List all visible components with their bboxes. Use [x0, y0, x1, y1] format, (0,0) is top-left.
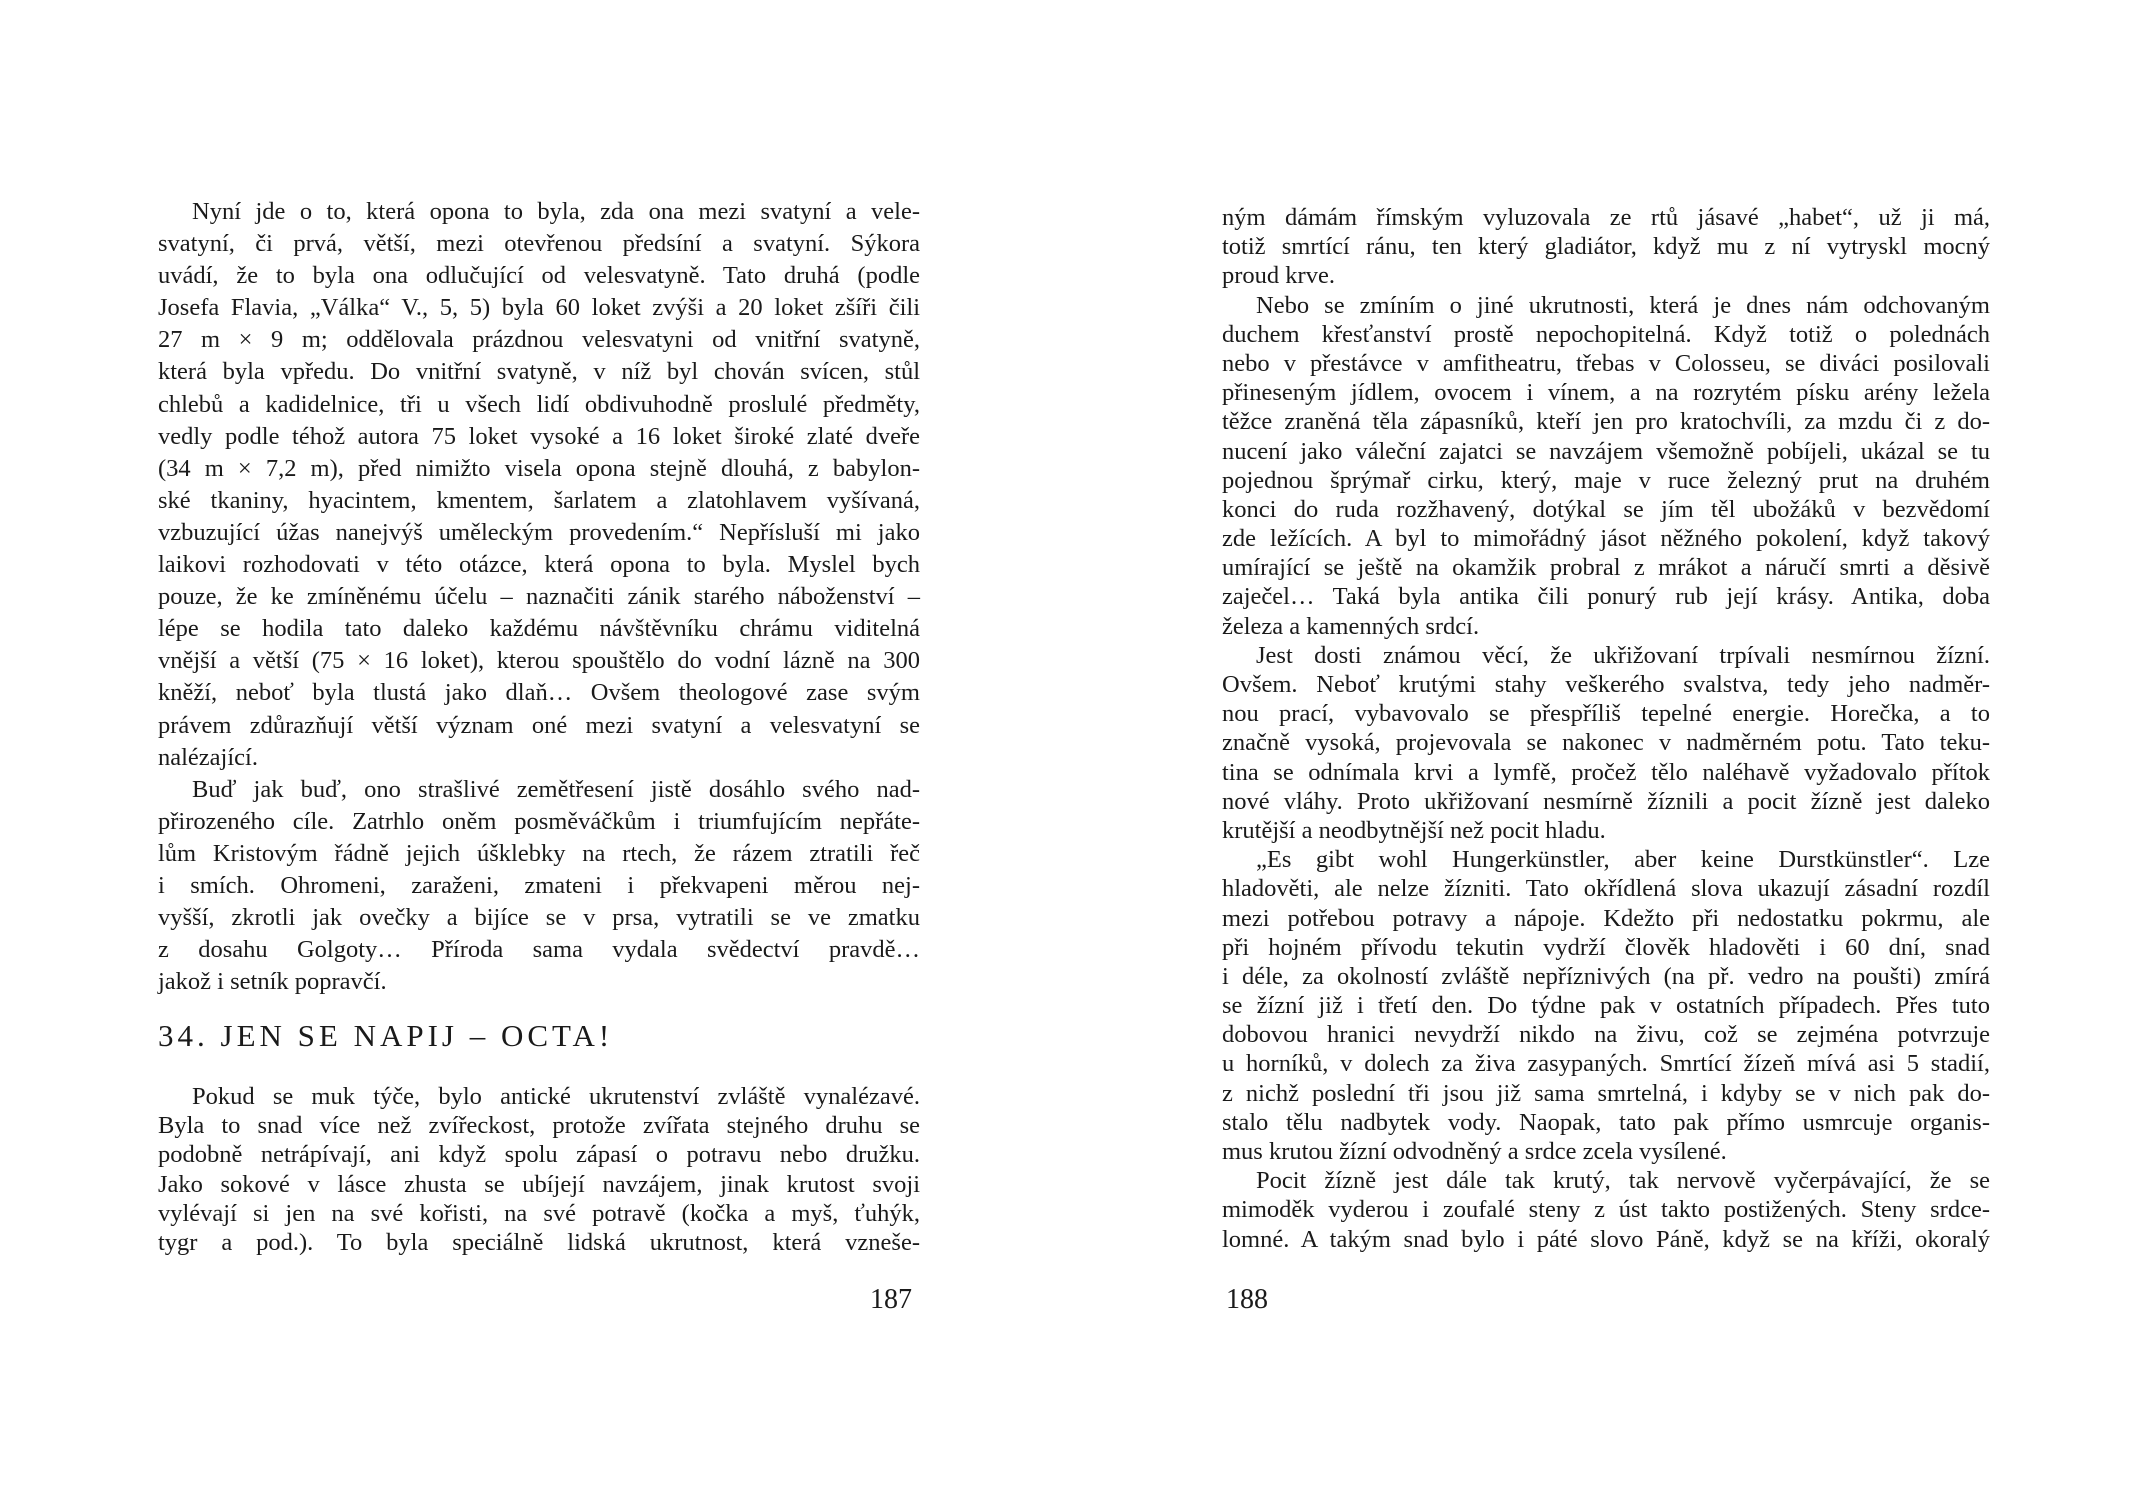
text-line: duchem křesťanství prostě nepochopitelná. Když totiž o polednách [1222, 320, 1990, 348]
paragraph [1222, 1166, 1990, 1254]
text-line: 27 m × 9 m; oddělovala prázdnou velesvatyni od vnitřní svatyně, [158, 326, 920, 354]
text-line: při hojném přívodu tekutin vydrží člověk hladověti i 60 dní, snad [1222, 933, 1990, 961]
text-line: nalézající. [158, 743, 258, 771]
text-line: z nichž poslední tři jsou již sama smrtelná, i kdyby se v nich pak do- [1222, 1079, 1990, 1107]
text-line: Buď jak buď, ono strašlivé zemětřesení jistě dosáhlo svého nad- [192, 775, 920, 803]
text-line: mezi potřebou potravy a nápoje. Kdežto při nedostatku pokrmu, ale [1222, 904, 1990, 932]
text-line: proud krve. [1222, 262, 1335, 290]
text-line: ské tkaniny, hyacintem, kmentem, šarlatem a zlatohlavem vyšívaná, [158, 486, 920, 514]
text-line: Nyní jde o to, která opona to byla, zda ona mezi svatyní a vele- [192, 198, 920, 225]
text-line: lépe se hodila tato daleko každému návštěvníku chrámu viditelná [158, 615, 920, 643]
text-line: právem zdůrazňují větší význam oné mezi svatyní a velesvatyní se [158, 711, 920, 739]
text-line: nebo v přestávce v amfitheatru, třebas v Colosseu, se diváci posilovali [1222, 349, 1990, 377]
text-line: tina se odnímala krvi a lymfě, pročež tělo naléhavě vyžadovalo přítok [1222, 758, 1990, 786]
text-line: jakož i setník popravčí. [158, 968, 387, 996]
text-line: krutější a neodbytnější než pocit hladu. [1222, 816, 1606, 844]
text-line: svatyní, či prvá, větší, mezi otevřenou předsíní a svatyní. Sýkora [158, 230, 920, 258]
text-line: značně vysoká, projevovala se nakonec v nadměrném potu. Tato teku- [1222, 729, 1990, 757]
text-line: nucení jako váleční zajatci se navzájem všemožně pobíjeli, ukázal se tu [1222, 437, 1990, 465]
paragraph [158, 1082, 920, 1257]
text-line: i déle, za okolností zvláště nepříznivých (na př. vedro na poušti) zmírá [1222, 962, 1990, 990]
text-line: Pocit žízně jest dále tak krutý, tak nervově vyčerpávající, že se [1256, 1167, 1990, 1195]
text-line: i smích. Ohromeni, zaraženi, zmateni i překvapeni měrou nej- [158, 871, 920, 899]
text-line: lům Kristovým řádně jejich úšklebky na rtech, že rázem ztratili řeč [158, 839, 920, 867]
text-line: Nebo se zmíním o jiné ukrutnosti, která je dnes nám odchovaným [1256, 291, 1990, 319]
text-line: mus krutou žízní odvodněný a srdce zcela vysílené. [1222, 1138, 1727, 1165]
text-line: kněží, neboť byla tlustá jako dlaň… Ovšem theologové zase svým [158, 679, 920, 707]
text-line: vylévají si jen na své kořisti, na své potravě (kočka a myš, ťuhýk, [158, 1199, 920, 1227]
text-line: nou prací, vybavovalo se přespříliš tepelné energie. Horečka, a to [1222, 700, 1990, 728]
page-number-right: 188 [1226, 1284, 1268, 1315]
paragraph [1222, 845, 1990, 1166]
text-line: ným dámám římským vyluzovala ze rtů jásavé „habet“, už ji má, [1222, 204, 1990, 231]
text-line: Josefa Flavia, „Válka“ V., 5, 5) byla 60 loket zvýši a 20 loket zšíři čili [158, 294, 920, 322]
paragraph [158, 774, 920, 999]
text-line: laikovi rozhodovati v této otázce, která opona to byla. Myslel bych [158, 551, 920, 579]
text-line: vedly podle téhož autora 75 loket vysoké a 16 loket široké zlaté dveře [158, 422, 920, 450]
text-line: nové vláhy. Proto ukřižovaní nesmírně žíznili a pocit žízně jest daleko [1222, 787, 1990, 815]
text-line: pouze, že ke zmíněnému účelu – naznačiti zánik starého náboženství – [158, 583, 920, 611]
text-line: hladověti, ale nelze žízniti. Tato okřídlená slova ukazují zásadní rozdíl [1222, 875, 1990, 903]
text-line: přineseným jídlem, ovocem i vínem, a na rozrytém písku arény ležela [1222, 379, 1990, 407]
right-page-text [1222, 203, 1990, 1254]
text-line: lomné. A takým snad bylo i páté slovo Páně, když se na kříži, okoralý [1222, 1225, 1990, 1253]
text-line: uvádí, že to byla ona odlučující od velesvatyně. Tato druhá (podle [158, 262, 920, 290]
chapter-heading: 34. JEN SE NAPIJ – OCTA! [158, 1018, 614, 1053]
paragraph [1222, 203, 1990, 291]
text-line: „Es gibt wohl Hungerkünstler, aber keine Durstkünstler“. Lze [1256, 846, 1990, 874]
text-line: která byla vpředu. Do vnitřní svatyně, v níž byl chován svícen, stůl [158, 358, 920, 386]
text-line: podobně netrápívají, ani když spolu zápasí o potravu nebo družku. [158, 1141, 920, 1169]
text-line: přirozeného cíle. Zatrhlo oněm posměváčkům i triumfujícím nepřáte- [158, 807, 920, 835]
paragraph [1222, 641, 1990, 845]
text-line: stalo tělu nadbytek vody. Naopak, tato pak přímo usmrcuje organis- [1222, 1108, 1990, 1136]
page-number-left: 187 [870, 1284, 912, 1315]
text-line: u horníků, v dolech za živa zasypaných. Smrtící žízeň mívá asi 5 stadií, [1222, 1050, 1990, 1078]
text-line: železa a kamenných srdcí. [1222, 612, 1480, 640]
text-line: chlebů a kadidelnice, tři u všech lidí obdivuhodně proslulé předměty, [158, 390, 920, 418]
text-line: z dosahu Golgoty… Příroda sama vydala svědectví pravdě… [158, 936, 920, 964]
text-line: vyšší, zkrotli jak ovečky a bijíce se v prsa, vytratili se ve zmatku [158, 904, 920, 932]
text-line: zde ležících. A byl to mimořádný jásot něžného pokolení, když takový [1222, 525, 1990, 553]
left-page-text-top [158, 196, 920, 998]
text-line: totiž smrtící ránu, ten který gladiátor, když mu z ní vytryskl mocný [1222, 233, 1990, 261]
text-line: (34 m × 7,2 m), před nimižto visela opona stejně dlouhá, z babylon- [158, 454, 920, 482]
text-line: mimoděk vyderou i zoufalé steny z úst takto postižených. Steny srdce- [1222, 1196, 1990, 1224]
paragraph [1222, 291, 1990, 641]
text-line: vnější a větší (75 × 16 loket), kterou spouštělo do vodní lázně na 300 [158, 647, 920, 675]
left-page-text-bottom [158, 1082, 920, 1257]
text-line: konci do ruda rozžhavený, dotýkal se jím těl ubožáků v bezvědomí [1222, 495, 1990, 523]
text-line: dobovou hranici nevydrží nikdo na živu, což se zejména potvrzuje [1222, 1021, 1990, 1049]
text-line: tygr a pod.). To byla speciálně lidská ukrutnost, která vzneše- [158, 1228, 920, 1256]
text-line: těžce zraněná těla zápasníků, kteří jen pro kratochvíli, za mzdu či z do- [1222, 408, 1990, 436]
text-line: vzbuzující úžas nanejvýš uměleckým provedením.“ Nepřísluší mi jako [158, 518, 920, 546]
text-line: Jest dosti známou věcí, že ukřižovaní trpívali nesmírnou žízní. [1256, 641, 1990, 669]
paragraph [158, 196, 920, 774]
text-line: Jako sokové v lásce zhusta se ubíjejí navzájem, jinak krutost svoji [158, 1170, 920, 1198]
text-line: umírající se ještě na okamžik probral z mrákot a náručí smrti a děsivě [1222, 554, 1990, 582]
text-line: zaječel… Taká byla antika čili ponurý rub její krásy. Antika, doba [1222, 583, 1990, 611]
text-line: Byla to snad více než zvířeckost, protože zvířata stejného druhu se [158, 1112, 920, 1140]
text-line: pojednou šprýmař cirku, který, maje v ruce železný prut na druhém [1222, 466, 1990, 494]
text-line: Pokud se muk týče, bylo antické ukrutenství zvláště vynalézavé. [192, 1083, 920, 1110]
text-line: se žízní již i třetí den. Do týdne pak v ostatních případech. Přes tuto [1222, 992, 1990, 1020]
text-line: Ovšem. Neboť krutými stahy veškerého svalstva, tedy jeho nadměr- [1222, 671, 1990, 698]
